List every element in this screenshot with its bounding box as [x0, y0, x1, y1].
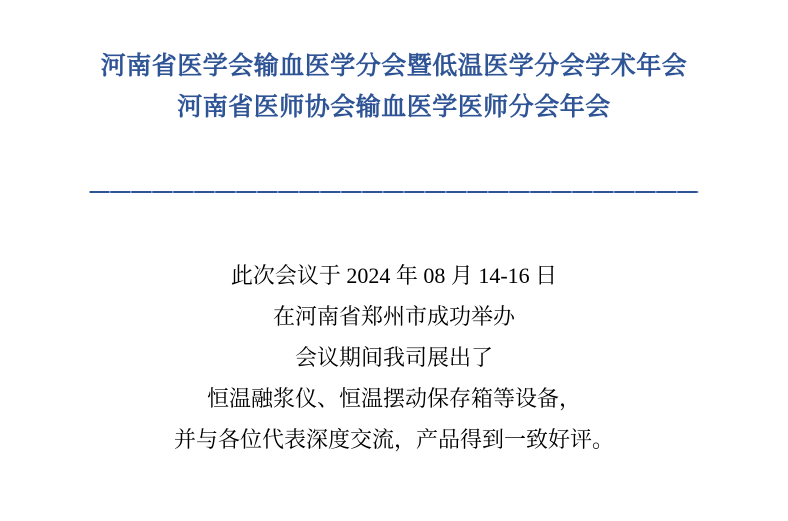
body-line-meeting-date: 此次会议于 2024 年 08 月 14-16 日 [230, 263, 558, 288]
document-title-line-2: 河南省医师协会输血医学医师分会年会 [177, 94, 611, 121]
body-line-feedback: 并与各位代表深度交流，产品得到一致好评。 [173, 427, 614, 452]
body-line-equipment: 恒温融浆仪、恒温摆动保存箱等设备， [206, 386, 581, 411]
document-title-line-1: 河南省医学会输血医学分会暨低温医学分会学术年会 [100, 53, 688, 80]
body-line-location: 在河南省郑州市成功举办 [272, 304, 515, 329]
divider-line [90, 191, 699, 193]
body-line-exhibit-intro: 会议期间我司展出了 [294, 345, 493, 370]
document-body [0, 255, 788, 460]
document-title [0, 46, 788, 128]
